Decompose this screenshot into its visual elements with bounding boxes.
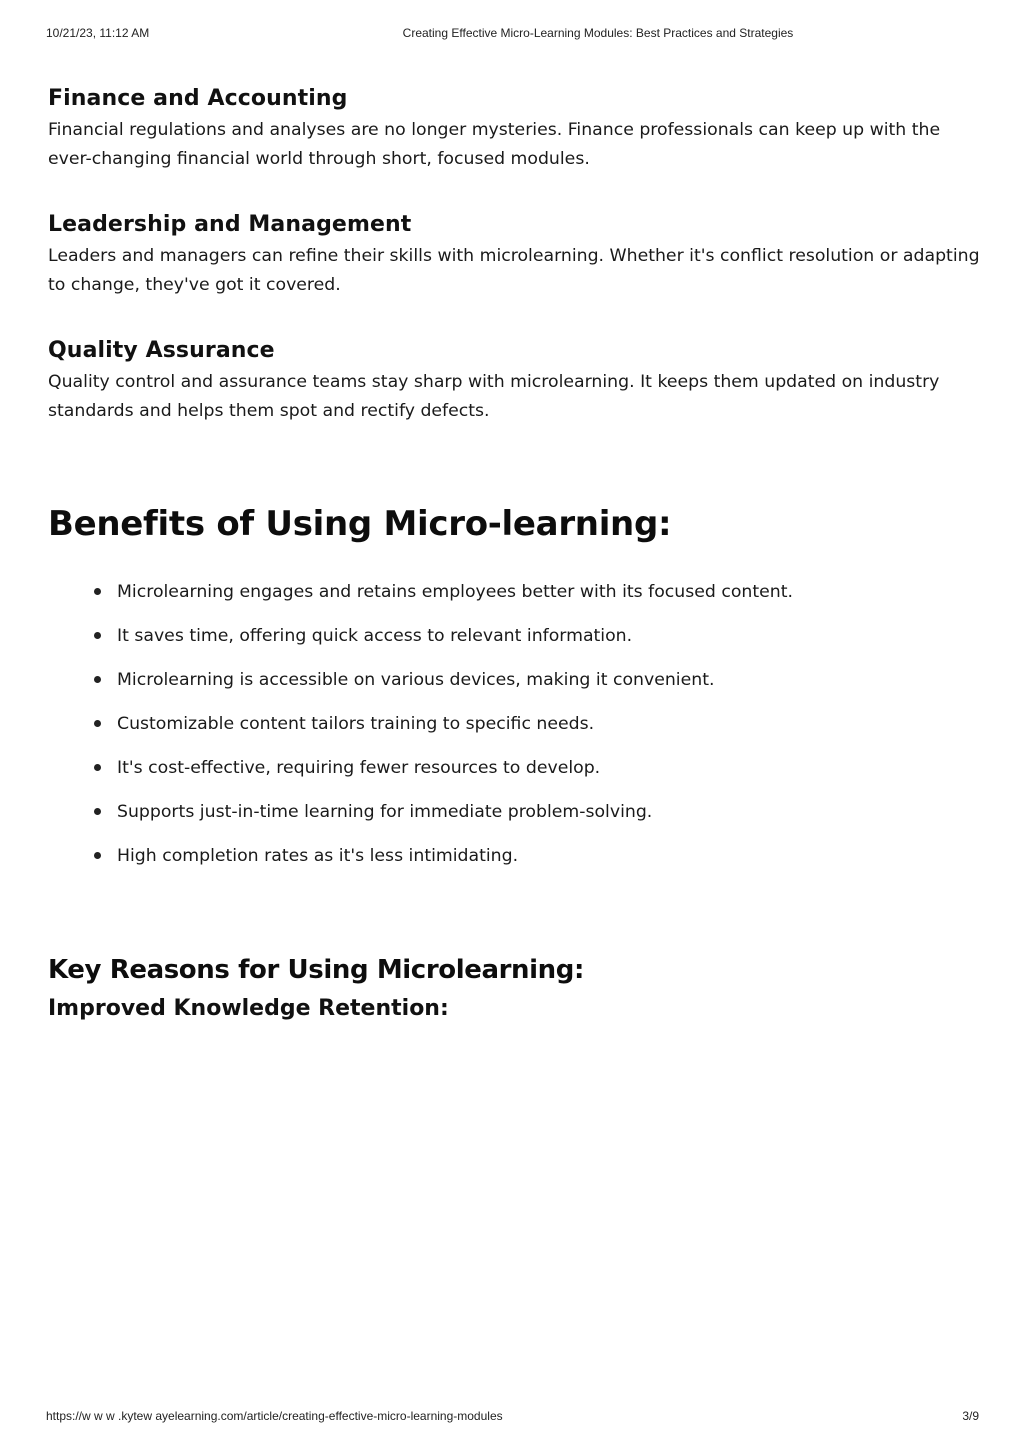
bullet-icon (94, 632, 101, 639)
bullet-icon (94, 852, 101, 859)
section-heading: Quality Assurance (48, 338, 275, 363)
section-finance (48, 84, 988, 173)
section-heading: Finance and Accounting (48, 86, 348, 111)
article-content (48, 84, 988, 1024)
list-item-text: High completion rates as it's less intimidating. (117, 846, 519, 866)
list-item (94, 570, 988, 614)
list-item-text: Microlearning engages and retains employees better with its focused content. (117, 582, 794, 602)
section-leadership (48, 210, 988, 299)
bullet-icon (94, 588, 101, 595)
list-item (94, 746, 988, 790)
section-paragraph: Quality control and assurance teams stay sharp with microlearning. It keeps them updated on industry standards and helps them spot and rectify defects. (48, 372, 940, 421)
print-title: Creating Effective Micro-Learning Modules: Best Practices and Strategies (402, 26, 794, 40)
list-item (94, 658, 988, 702)
print-header (0, 26, 1024, 42)
section-paragraph: Financial regulations and analyses are no longer mysteries. Finance professionals can keep up with the ever-changing financial world through short, focused modules. (48, 120, 941, 169)
bullet-icon (94, 764, 101, 771)
list-item (94, 790, 988, 834)
bullet-icon (94, 720, 101, 727)
benefits-list (48, 570, 988, 878)
list-item (94, 834, 988, 878)
list-item-text: Microlearning is accessible on various devices, making it convenient. (117, 670, 715, 690)
list-item (94, 702, 988, 746)
benefits-heading: Benefits of Using Micro-learning: (48, 504, 672, 544)
section-quality (48, 336, 988, 425)
page-number: 3/9 (962, 1409, 979, 1423)
print-date: 10/21/23, 11:12 AM (46, 26, 150, 40)
list-item-text: It saves time, offering quick access to relevant information. (117, 626, 633, 646)
bullet-icon (94, 676, 101, 683)
list-item (94, 614, 988, 658)
list-item-text: Customizable content tailors training to specific needs. (117, 714, 595, 734)
list-item-text: It's cost-effective, requiring fewer resources to develop. (117, 758, 601, 778)
print-url: https://w w w .kytew ayelearning.com/article/creating-effective-micro-learning-modules (46, 1409, 503, 1423)
bullet-icon (94, 808, 101, 815)
key-reasons-subheading: Improved Knowledge Retention: (48, 996, 449, 1021)
section-heading: Leadership and Management (48, 212, 412, 237)
list-item-text: Supports just-in-time learning for immediate problem-solving. (117, 802, 653, 822)
print-footer (0, 1409, 1024, 1425)
key-reasons-heading: Key Reasons for Using Microlearning: (48, 955, 584, 985)
section-paragraph: Leaders and managers can refine their skills with microlearning. Whether it's conflict resolution or adapting to change, they've got it covered. (48, 246, 980, 295)
